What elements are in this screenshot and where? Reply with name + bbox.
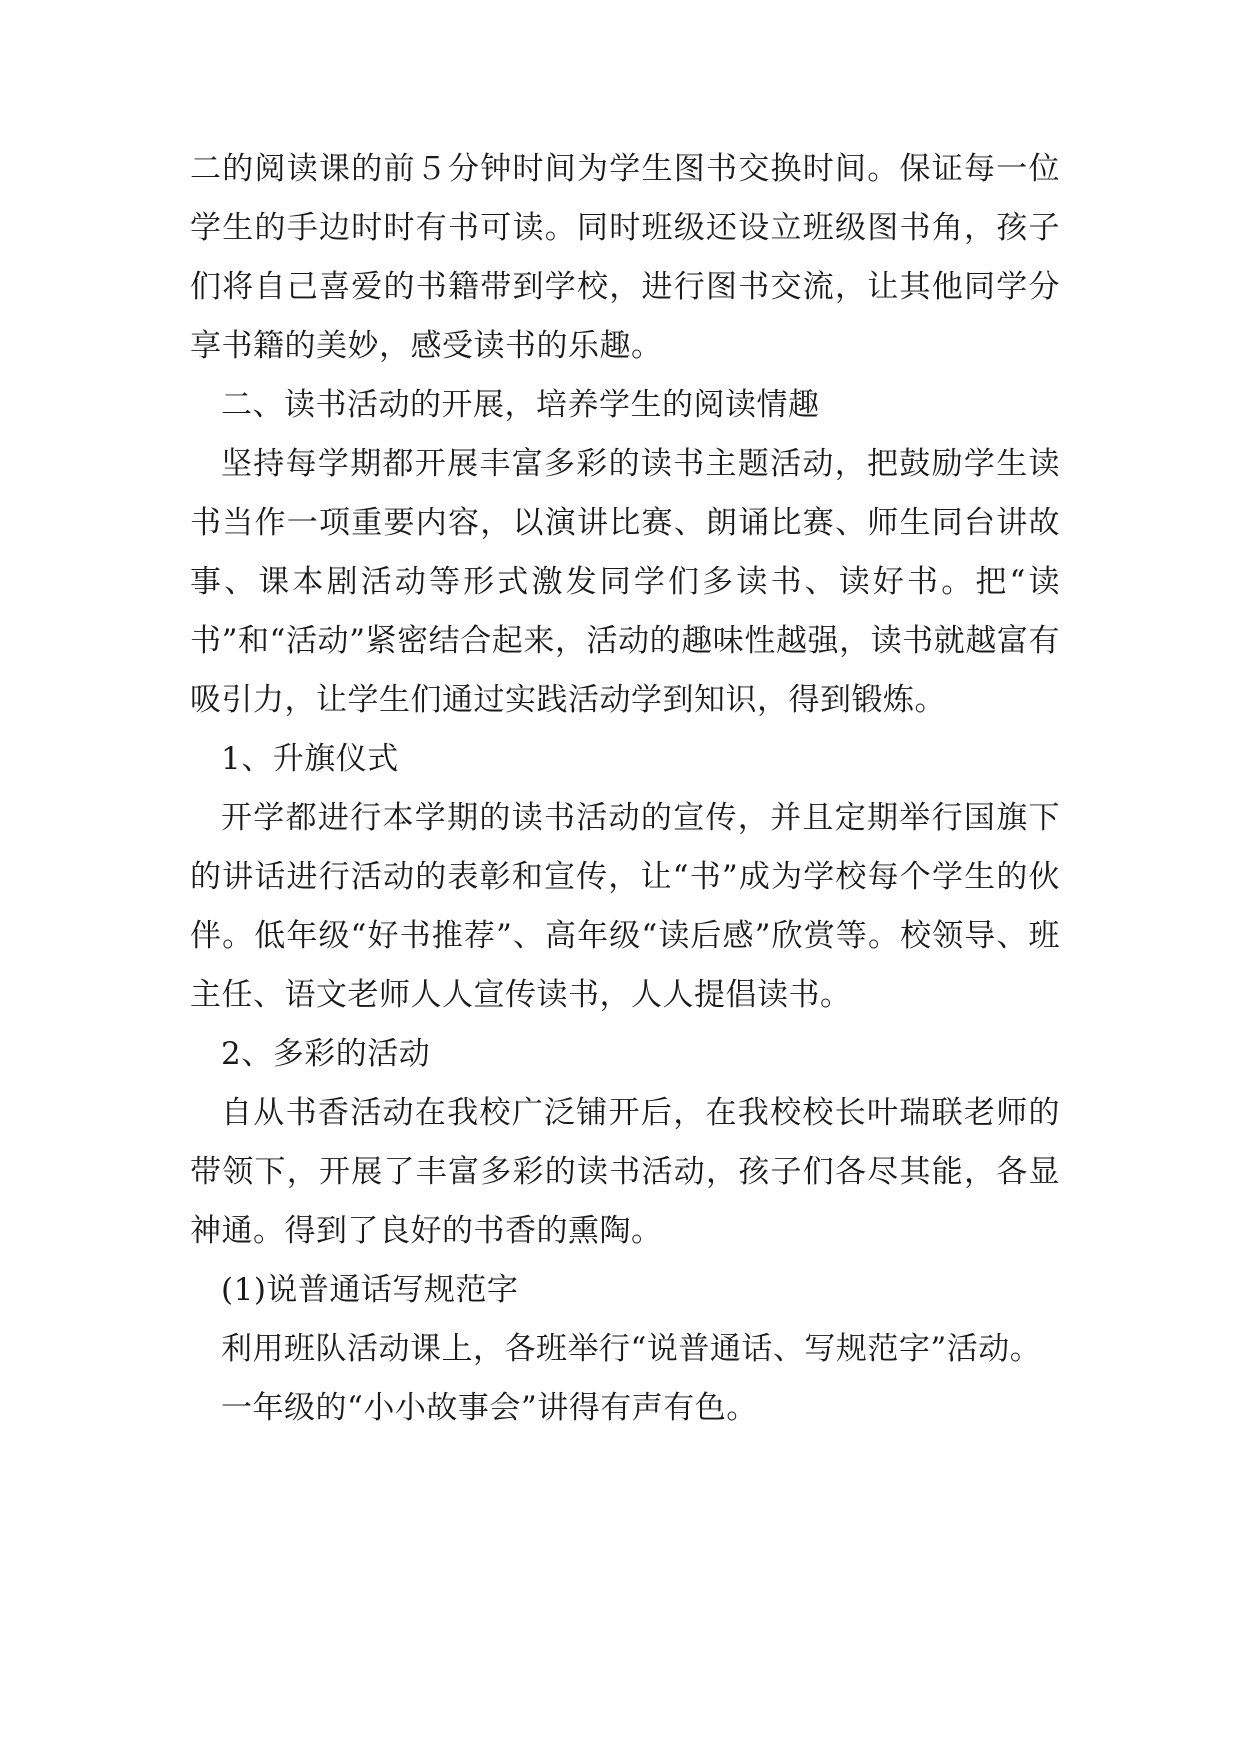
- paragraph: 利用班队活动课上，各班举行“说普通话、写规范字”活动。: [221, 1331, 1042, 1367]
- paragraph: 开学都进行本学期的读书活动的宣传，并且定期举行国旗下的讲话进行活动的表彰和宣传，让“书”成为学校每个学生的伙伴。低年级“好书推荐”、高年级“读后感”欣赏等。校领导、班主任、语文老师人人宣传读书，人人提倡读书。: [190, 800, 1060, 1013]
- subsection-heading: 2、多彩的活动: [221, 1036, 431, 1072]
- item-heading: (1)说普通话写规范字: [221, 1272, 519, 1308]
- paragraph: 坚持每学期都开展丰富多彩的读书主题活动，把鼓励学生读书当作一项重要内容，以演讲比赛、朗诵比赛、师生同台讲故事、课本剧活动等形式激发同学们多读书、读好书。把“读书”和“活动”紧密结合起来，活动的趣味性越强，读书就越富有吸引力，让学生们通过实践活动学到知识，得到锻炼。: [190, 446, 1060, 718]
- paragraph: 自从书香活动在我校广泛铺开后，在我校校长叶瑞联老师的带领下，开展了丰富多彩的读书活动，孩子们各尽其能，各显神通。得到了良好的书香的熏陶。: [190, 1095, 1060, 1249]
- document-page: [190, 140, 1060, 1438]
- paragraph: 一年级的“小小故事会”讲得有声有色。: [221, 1390, 758, 1426]
- paragraph: 二的阅读课的前５分钟时间为学生图书交换时间。保证每一位学生的手边时时有书可读。同时班级还设立班级图书角，孩子们将自己喜爱的书籍带到学校，进行图书交流，让其他同学分享书籍的美妙，感受读书的乐趣。: [190, 151, 1060, 364]
- section-heading: 二、读书活动的开展，培养学生的阅读情趣: [221, 387, 820, 423]
- subsection-heading: 1、升旗仪式: [221, 741, 399, 777]
